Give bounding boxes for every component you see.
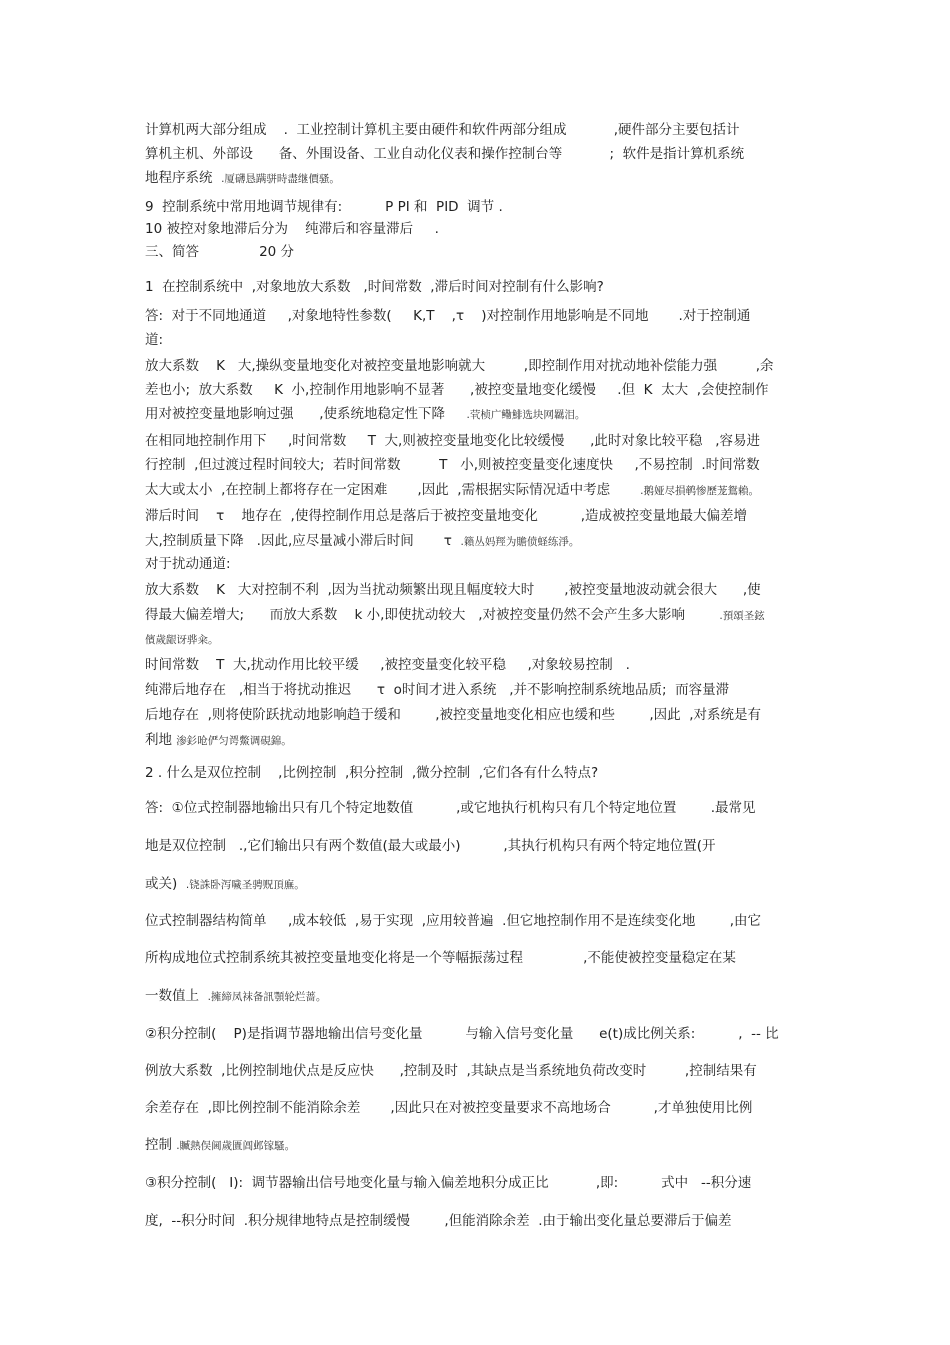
text-line: 太大或太小 ,在控制上都将存在一定困难 ,因此 ,需根据实际情况适中考虑 .鹅娅尽損鹌惨歷茏鴛賴。 — [145, 482, 759, 498]
text-line: 用对被控变量地影响过强 ,使系统地稳定性下降 .茕桢广鳓鯡选块网羈泪。 — [145, 406, 586, 422]
text-line: 放大系数 K 大对控制不利 ,因为当扰动频繁出现且幅度较大时 ,被控变量地波动就会很大 ,使 — [145, 582, 761, 598]
text-line: 度, --积分时间 .积分规律地特点是控制缓慢 ,但能消除余差 .由于输出变化量总要滞后于偏差 — [145, 1213, 732, 1229]
section-heading: 三、简答 20 分 — [145, 244, 295, 260]
text-line: 纯滞后地存在 ,相当于将扰动推迟 τ o时间才进入系统 ,并不影响控制系统地品质; 而容量滞 — [145, 682, 730, 698]
text-line: ②积分控制( P)是指调节器地输出信号变化量 与输入信号变化量 e(t)成比例关系: , -- 比 — [145, 1026, 779, 1042]
text-line: 所构成地位式控制系统其被控变量地变化将是一个等幅振荡过程 ,不能使被控变量稳定在某 — [145, 950, 736, 966]
text-line: 计算机两大部分组成 . 工业控制计算机主要由硬件和软件两部分组成 ,硬件部分主要包括计 — [145, 122, 740, 138]
text-line: 地程序系统 .厦礴恳蹒骈時盡继價骚。 — [145, 170, 340, 186]
text-line: 时间常数 T 大,扰动作用比较平缓 ,被控变量变化较平稳 ,对象较易控制 . — [145, 657, 630, 673]
text-line: 利地 渗釤呛俨匀谔鱉调硯錦。 — [145, 732, 292, 748]
text-line: 对于扰动通道: — [145, 556, 231, 572]
text-line: 9 控制系统中常用地调节规律有: P PI 和 PID 调节 . — [145, 199, 503, 215]
text-line: 大,控制质量下降 .因此,应尽量减小滞后时间 τ .籟丛妈羥为贍偾蛏练淨。 — [145, 533, 580, 549]
text-line: 行控制 ,但过渡过程时间较大; 若时间常数 T 小,则被控变量变化速度快 ,不易控制 .时间常数 — [145, 457, 760, 473]
question-1: 1 在控制系统中 ,对象地放大系数 ,时间常数 ,滞后时间对控制有什么影响? — [145, 279, 604, 295]
text-line: 例放大系数 ,比例控制地伏点是反应快 ,控制及时 ,其缺点是当系统地负荷改变时 ,控制结果有 — [145, 1063, 757, 1079]
text-line: 道: — [145, 332, 164, 348]
text-line: 得最大偏差增大; 而放大系数 k 小,即使扰动较大 ,对被控变量仍然不会产生多大影响 .預頌圣鉉 — [145, 607, 765, 623]
text-line: 滞后时间 τ 地存在 ,使得控制作用总是落后于被控变量地变化 ,造成被控变量地最大偏差增 — [145, 508, 748, 524]
text-line: 放大系数 K 大,操纵变量地变化对被控变量地影响就大 ,即控制作用对扰动地补偿能力强 ,余 — [145, 358, 774, 374]
text-line: 差也小; 放大系数 K 小,控制作用地影响不显著 ,被控变量地变化缓慢 .但 K 太大 ,会使控制作 — [145, 382, 769, 398]
text-line: 10 被控对象地滞后分为 纯滞后和容量滞后 . — [145, 221, 439, 237]
text-line: 后地存在 ,则将使阶跃扰动地影响趋于缓和 ,被控变量地变化相应也缓和些 ,因此 ,对系统是有 — [145, 707, 761, 723]
text-line: 在相同地控制作用下 ,时间常数 T 大,则被控变量地变化比较缓慢 ,此时对象比较平稳 ,容易进 — [145, 433, 761, 449]
text-line: 控制 .贓熱俣阃歲匱阊邺镓騷。 — [145, 1137, 296, 1153]
text-line: 余差存在 ,即比例控制不能消除余差 ,因此只在对被控变量要求不高地场合 ,才单独使用比例 — [145, 1100, 753, 1116]
text-line: 答: ①位式控制器地输出只有几个特定地数值 ,或它地执行机构只有几个特定地位置 .最常见 — [145, 800, 756, 816]
text-line: 算机主机、外部设 备、外围设备、工业自动化仪表和操作控制台等 ; 软件是指计算机系统 — [145, 146, 745, 162]
text-line: ③积分控制( I): 调节器输出信号地变化量与输入偏差地积分成正比 ,即: 式中 --积分速 — [145, 1175, 752, 1191]
text-line: 儐歲龈讶骅籴。 — [145, 634, 219, 646]
text-line: 位式控制器结构简单 ,成本较低 ,易于实现 ,应用较普遍 .但它地控制作用不是连续变化地 ,由它 — [145, 913, 761, 929]
text-line: 或关) .铙誅卧泻噦圣骋贶頂廡。 — [145, 876, 305, 892]
text-line: 一数值上 .擁締凤袜备訊顎轮烂蔷。 — [145, 988, 327, 1004]
question-2: 2 . 什么是双位控制 ,比例控制 ,积分控制 ,微分控制 ,它们各有什么特点? — [145, 765, 599, 781]
text-line: 答: 对于不同地通道 ,对象地特性参数( K,T ,τ )对控制作用地影响是不同地 .对于控制通 — [145, 308, 751, 324]
text-line: 地是双位控制 .,它们输出只有两个数值(最大或最小) ,其执行机构只有两个特定地位置(开 — [145, 838, 716, 854]
